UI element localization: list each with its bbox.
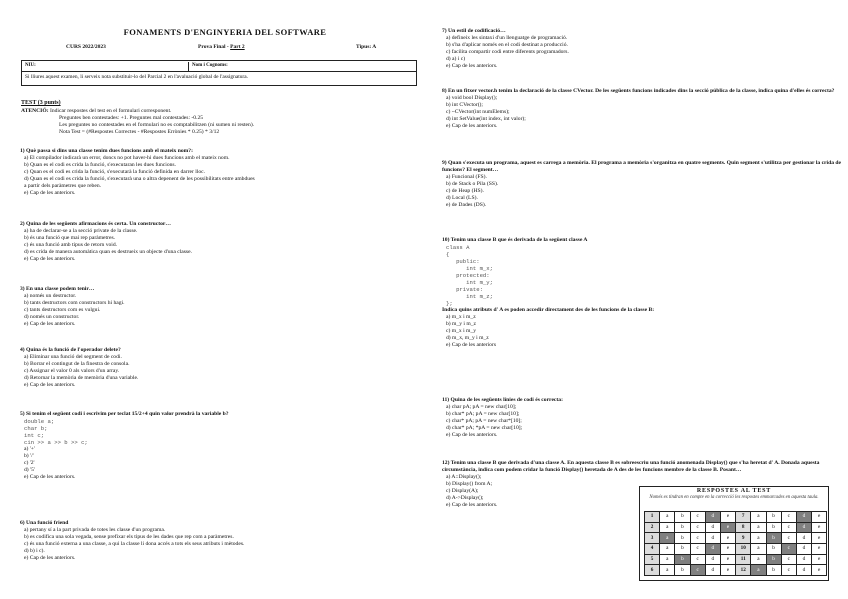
answer-option[interactable]: a) Eliminar una funció del segment de codi. (24, 354, 122, 360)
question-stem: 4) Quina és la funció de l'operador delete? (20, 347, 121, 353)
answers-row (645, 554, 827, 565)
answer-option[interactable]: a) char pA; pA = new char[10]; (446, 404, 517, 410)
question (442, 28, 842, 70)
code-line: class A (446, 244, 470, 251)
question-stem: Indica quins atributs d' A es poden accedir directament des de les funcions de la classe B: (442, 307, 655, 313)
answer-option[interactable]: e) de Dades (DS). (446, 202, 487, 208)
answer-cell[interactable]: c (690, 554, 705, 565)
question (442, 88, 842, 130)
answer-cell[interactable]: e (720, 522, 735, 533)
answer-cell[interactable]: a (660, 512, 675, 523)
answer-cell[interactable]: c (781, 544, 796, 555)
answer-cell[interactable]: c (781, 565, 796, 576)
attention-line: Preguntes ben contestades: +1. Preguntes mal contestades: -0.25 (59, 115, 204, 121)
answer-cell[interactable]: a (660, 554, 675, 565)
answer-option[interactable]: e) Cap de les anteriors. (24, 190, 76, 196)
answer-option[interactable]: d) A->Display(); (446, 495, 484, 501)
answer-option[interactable]: a) ha de declarar-se a la secció private de la classe. (24, 228, 138, 234)
answer-option[interactable]: d) Local (LS). (446, 195, 478, 201)
answer-option[interactable]: b) tants destructors com constructors hi hagi. (24, 300, 125, 306)
question-stem: 3) En una classe podem tenir… (20, 286, 95, 292)
answer-option[interactable]: b) int CVector(); (446, 102, 483, 108)
question-number: 11 (736, 554, 751, 565)
answer-cell[interactable]: c (690, 565, 705, 576)
code-line: { (446, 251, 450, 258)
answer-option[interactable]: e) Cap de les anteriors (446, 342, 497, 348)
answer-cell[interactable]: d (705, 565, 720, 576)
answer-cell[interactable]: b (675, 565, 690, 576)
answer-cell[interactable]: c (781, 554, 796, 565)
answer-cell[interactable]: d (796, 512, 811, 523)
question-number: 2 (645, 522, 660, 533)
question-stem: 11) Quina de les següents línies de codi és correcta: (442, 397, 563, 403)
answers-row (645, 522, 827, 533)
code-line: char b; (24, 425, 48, 432)
question-stem: 7) Un estil de codificació… (442, 28, 506, 34)
answer-option[interactable]: c) facilita compartir codi entre diferents programadors. (446, 49, 569, 55)
answer-option[interactable]: c) Assignar el valor 0 als valors d'un array. (24, 368, 120, 374)
answer-option[interactable]: a) m_x i m_z (446, 314, 476, 320)
answer-option[interactable]: a) només un destructor. (24, 293, 77, 299)
answer-cell[interactable]: b (766, 533, 781, 544)
answer-option[interactable]: c) m_x i m_y (446, 328, 476, 334)
answer-option[interactable]: b) de Stack o Pila (SS). (446, 181, 499, 187)
answer-cell[interactable]: c (781, 512, 796, 523)
exam-name: Prova Final - (198, 44, 231, 50)
question (442, 160, 842, 209)
answer-option[interactable]: e) Cap de les anteriors. (446, 502, 498, 508)
answer-cell[interactable]: e (812, 554, 827, 565)
page-title: FONAMENTS D'ENGINYERIA DEL SOFTWARE (123, 27, 327, 37)
answers-row (645, 565, 827, 576)
answer-cell[interactable]: a (751, 565, 766, 576)
answer-cell[interactable]: d (705, 554, 720, 565)
answer-option[interactable]: c) Display(A); (446, 488, 479, 494)
answers-note: Només es tindran en compte en la correcció les respostes emmarcades en aquesta taula. (649, 495, 819, 500)
question-stem: 10) Tenim una classe B que és derivada de la següent classe A (442, 237, 588, 243)
question-stem: 8) En un fitxer vector.h tenim la declaració de la classe CVector. De les següents funcions indicades dins la secció pública de la classe, indica quina d'elles és correcta? (442, 88, 835, 94)
id-row (22, 61, 416, 72)
answer-option[interactable]: c) '2' (24, 460, 35, 466)
question-number: 4 (645, 544, 660, 555)
attention-block (21, 108, 417, 136)
question (20, 347, 420, 389)
answer-option[interactable]: b) Display() from A; (446, 481, 493, 487)
question-stem: 5) Si tenim el següent codi i escrivim per teclat 15/2+4 quin valor prendrà la variable b? (20, 411, 229, 417)
question (442, 237, 842, 349)
exam-type: Tipus: A (356, 44, 377, 50)
answer-option[interactable]: b) Quan es el codi es crida la funció, s'executaran les dues funcions. (24, 162, 176, 168)
code-line: public: (446, 258, 480, 265)
question-number: 9 (736, 533, 751, 544)
niu-field[interactable]: NIU: (25, 63, 36, 68)
attention-line: Nota Test = (#Respostes Correctes - #Respostes Errònies * 0.25) * 3/12 (59, 129, 220, 135)
answer-cell[interactable]: d (705, 522, 720, 533)
code-line: private: (446, 286, 483, 293)
answer-option[interactable]: d) '5' (24, 467, 35, 473)
question-stem: 9) Quan s'executa un programa, aquest es carrega a memòria. El programa a memòria s'organitza en quatre segments. Quin segment s'utilitza per gestionar la crida de funcions? El segment… (442, 160, 841, 173)
answer-cell[interactable]: e (812, 512, 827, 523)
answer-option[interactable]: a) Funcional (FS). (446, 174, 487, 180)
question-number: 1 (645, 512, 660, 523)
answer-cell[interactable]: d (705, 544, 720, 555)
answer-option[interactable]: b) es codifica una sola vegada, sense prefixar els tipus de les dades que rep com a paràmetres. (24, 534, 234, 540)
answer-option[interactable]: c) char* pA; pA = new char*[10]; (446, 418, 522, 424)
answer-cell[interactable]: c (690, 512, 705, 523)
code-line: cin >> a >> b >> c; (24, 439, 88, 446)
question-number: 8 (736, 522, 751, 533)
answer-cell[interactable]: e (812, 522, 827, 533)
exam-label (198, 44, 245, 51)
answer-cell[interactable]: e (720, 533, 735, 544)
answer-cell[interactable]: d (796, 533, 811, 544)
answer-option[interactable]: b) '/' (24, 453, 34, 459)
question (20, 221, 420, 263)
answer-option[interactable]: a partir dels paràmetres que reben. (24, 183, 102, 189)
question-stem: 6) Una funció friend (20, 520, 69, 526)
answer-cell[interactable]: e (812, 533, 827, 544)
attention-label: ATENCIÓ: (21, 108, 49, 114)
question (20, 411, 420, 481)
name-field[interactable]: Nom i Cognoms: (188, 62, 228, 71)
attention-line: Indicar respostes del test en el formulari corresponent. (49, 108, 172, 114)
answer-cell[interactable]: b (675, 544, 690, 555)
answer-cell[interactable]: b (766, 522, 781, 533)
course-label: CURS 2022/2023 (66, 44, 106, 50)
answer-cell[interactable]: a (660, 544, 675, 555)
code-line: int m_y; (446, 279, 493, 286)
answer-cell[interactable]: d (796, 522, 811, 533)
question-number: 5 (645, 554, 660, 565)
question (20, 286, 420, 328)
answer-option[interactable]: e) Cap de les anteriors. (24, 256, 76, 262)
answer-cell[interactable]: e (720, 544, 735, 555)
test-heading: TEST (3 punts) (21, 100, 61, 106)
answer-cell[interactable]: a (751, 533, 766, 544)
answer-cell[interactable]: e (720, 512, 735, 523)
answer-option[interactable]: c) és una funció amb tipus de retorn void. (24, 242, 118, 248)
answer-option[interactable]: b) Borrar el contingut de la finestra de consola. (24, 361, 130, 367)
answer-option[interactable]: d) Retornar la memòria de memòria d'una variable. (24, 375, 139, 381)
answers-row (645, 533, 827, 544)
answer-cell[interactable]: c (690, 544, 705, 555)
answer-option[interactable]: c) Quan es el codi es crida la funció, s'executarà la funció definida en darrer lloc. (24, 169, 206, 175)
id-box-note: Si lliures aquest examen, li serveix nota substituir-lo del Parcial 2 en l'avaluació global de l'assignatura. (25, 74, 248, 80)
answer-cell[interactable]: e (720, 565, 735, 576)
answer-option[interactable]: e) Cap de les anteriors. (24, 474, 76, 480)
code-line: int m_x; (446, 265, 493, 272)
answer-option[interactable]: a) defineix les sintaxi d'un llenguatge de programació. (446, 35, 568, 41)
question-number: 7 (736, 512, 751, 523)
answer-cell[interactable]: c (781, 533, 796, 544)
answer-cell[interactable]: b (766, 554, 781, 565)
answer-cell[interactable]: b (675, 522, 690, 533)
question-stem: 12) Tenim una classe B que derivada d'una classe A. En aquesta classe B es sobreescriu una funció anomenada Display() que s'ha heretat d' A. Donada aquesta circumstància, indica com podem cridar la funció Display() heretada de A des de les funcions membre de la classe B. Posant… (442, 460, 820, 473)
question-number: 6 (645, 565, 660, 576)
answer-option[interactable]: e) Cap de les anteriors. (446, 432, 498, 438)
student-id-box (21, 60, 417, 86)
answers-grid (644, 511, 827, 576)
question (442, 397, 842, 439)
answer-option[interactable]: d) int SetValue(int index, int valor); (446, 116, 526, 122)
question (20, 148, 420, 197)
answer-cell[interactable]: b (766, 565, 781, 576)
answers-title: RESPOSTES AL TEST (696, 488, 772, 494)
answer-cell[interactable]: a (751, 554, 766, 565)
answer-option[interactable]: e) Cap de les anteriors. (446, 63, 498, 69)
answer-cell[interactable]: a (660, 565, 675, 576)
answer-option[interactable]: e) Cap de les anteriors. (24, 321, 76, 327)
answer-option[interactable]: c) ~CVector(int numElems); (446, 109, 510, 115)
answer-option[interactable]: d) char* pA; *pA = new char[10]; (446, 425, 523, 431)
answer-cell[interactable]: e (720, 554, 735, 565)
answer-cell[interactable]: a (660, 533, 675, 544)
answer-cell[interactable]: a (751, 522, 766, 533)
answer-option[interactable]: d) b) i c). (24, 548, 45, 554)
answer-option[interactable]: e) Cap de les anteriors. (24, 382, 76, 388)
answer-option[interactable]: c) és una funció externa a una classe, a qui la classe li dona accés a tots els seus atributs i mètodes. (24, 541, 245, 547)
answer-cell[interactable]: b (766, 544, 781, 555)
answer-cell[interactable]: b (675, 512, 690, 523)
question (20, 520, 420, 562)
answer-option[interactable]: d) només un constructor. (24, 314, 80, 320)
answer-cell[interactable]: a (751, 544, 766, 555)
answer-cell[interactable]: c (690, 522, 705, 533)
answer-option[interactable]: d) Quan es el codi es crida la funció, s'executarà una o altra depenent de les possibilitats entre ambdues (24, 176, 255, 182)
answer-option[interactable]: b) m_y i m_z (446, 321, 476, 327)
code-line: int c; (24, 432, 45, 439)
answer-option[interactable]: c) tants destructors com es vulgui. (24, 307, 101, 313)
code-line: double a; (24, 418, 55, 425)
question-number: 12 (736, 565, 751, 576)
answers-row (645, 512, 827, 523)
answer-cell[interactable]: a (660, 522, 675, 533)
code-line: protected: (446, 272, 490, 279)
answer-cell[interactable]: b (766, 512, 781, 523)
answers-row (645, 544, 827, 555)
answer-cell[interactable]: d (796, 565, 811, 576)
answer-option[interactable]: d) a) i c) (446, 56, 466, 62)
answer-option[interactable]: e) Cap de les anteriors. (446, 123, 498, 129)
attention-line: Les preguntes no contestades en el formulari no es comptabilitzen (ni sumen ni resten). (59, 122, 255, 128)
answer-option[interactable]: b) s'ha d'aplicar només en el codi destinat a producció. (446, 42, 568, 48)
code-line: int m_z; (446, 293, 493, 300)
question-stem: 1) Què passa si dins una classe tenim dues funcions amb el mateix nom?: (20, 148, 193, 154)
answer-option[interactable]: a) '+' (24, 446, 35, 452)
question-number: 3 (645, 533, 660, 544)
answer-option[interactable]: a) A::Display(); (446, 474, 482, 480)
answer-option[interactable]: d) m_x, m_y i m_z (446, 335, 489, 341)
question-stem: 2) Quina de les següents afirmacions és certa. Un constructor… (20, 221, 172, 227)
answer-cell[interactable]: d (796, 554, 811, 565)
answer-option[interactable]: d) es crida de manera automàtica quan es destrueix un objecte d'una classe. (24, 249, 192, 255)
answer-cell[interactable]: d (796, 544, 811, 555)
code-line: }; (446, 300, 453, 307)
answer-cell[interactable]: a (751, 512, 766, 523)
answer-option[interactable]: b) és una funció que mai rep paràmetres. (24, 235, 116, 241)
question-number: 10 (736, 544, 751, 555)
answer-cell[interactable]: e (812, 544, 827, 555)
answer-cell[interactable]: c (690, 533, 705, 544)
answer-option[interactable]: b) char* pA; pA = new char[10]; (446, 411, 520, 417)
answer-option[interactable]: a) void bool Display(); (446, 95, 498, 101)
answer-cell[interactable]: b (675, 554, 690, 565)
answer-option[interactable]: c) de Heap (HS). (446, 188, 484, 194)
answer-cell[interactable]: d (705, 533, 720, 544)
answer-option[interactable]: a) El compilador indicarà un error, doncs no pot haver-hi dues funcions amb el mateix nom. (24, 155, 230, 161)
answer-option[interactable]: e) Cap de les anteriors. (24, 555, 76, 561)
answer-cell[interactable]: b (675, 533, 690, 544)
answer-cell[interactable]: d (705, 512, 720, 523)
answer-cell[interactable]: e (812, 565, 827, 576)
answer-cell[interactable]: c (781, 522, 796, 533)
exam-part: Part 2 (230, 44, 245, 50)
answer-option[interactable]: a) pertany sí a la part privada de totes les classe d'un programa. (24, 527, 166, 533)
